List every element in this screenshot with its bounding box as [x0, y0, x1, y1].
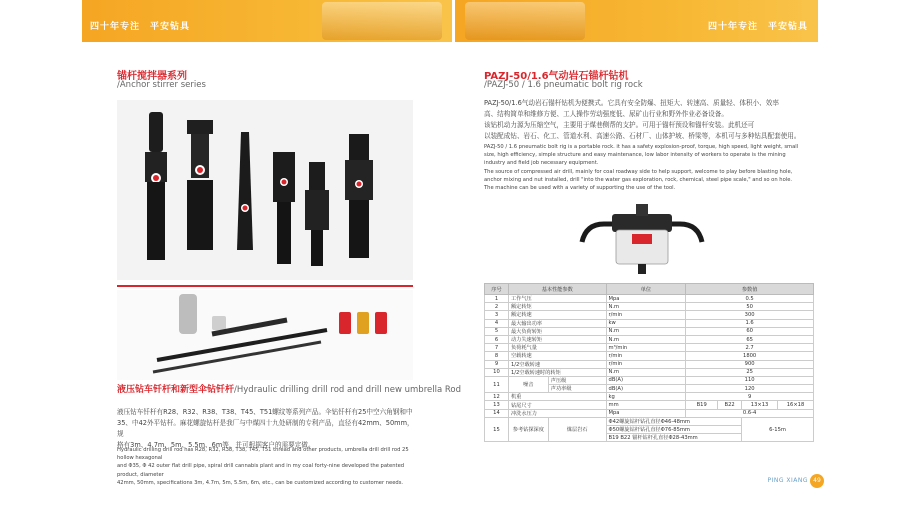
stirrer-6 — [345, 134, 373, 258]
table-row — [485, 335, 814, 343]
cell-unit: dB(A) — [606, 385, 686, 393]
left-handle — [582, 224, 612, 242]
cell-param: 钻尾尺寸 — [508, 401, 606, 409]
section1-title-en: /Anchor stirrer series — [117, 80, 206, 90]
footer-brand: PING XIANG — [767, 477, 808, 484]
cell-value: 16×18 — [778, 401, 814, 409]
product-body-en-line: size, high efficiency, simple structure and easy maintenance, low labor intensity of workers to operate is the mining — [484, 152, 786, 159]
stirrer-4 — [273, 152, 295, 264]
cell-value: 900 — [686, 360, 814, 368]
cell-value: 300 — [686, 311, 814, 319]
header-slogan-right: 四十年专注 平安钻具 — [707, 22, 808, 32]
cell-no: 4 — [485, 319, 509, 327]
table-row — [485, 327, 814, 335]
cell-unit: r/min — [606, 352, 686, 360]
product-body-cn-line: PAZJ-50/1.6气动岩石锚杆钻机为便携式。它具有安全防爆、扭矩大、转速高、质量轻、体积小、效率 — [484, 99, 779, 107]
product-body-cn-line: 该钻机动力源为压缩空气，主要用于煤巷侧帮的支护。可用于锚杆预设和锚杆安装。此机还可 — [484, 121, 755, 129]
cell-depth-line: Φ50螺旋钻杆钻孔直径Φ76-85mm — [606, 426, 742, 434]
cell-param: 冲洗水压力 — [508, 409, 606, 417]
header-machine-image — [322, 2, 442, 40]
table-row — [485, 393, 814, 401]
cell-subparam: 声功率级 — [548, 385, 606, 393]
spec-table — [484, 283, 814, 442]
cell-value: 65 — [686, 335, 814, 343]
table-header-row — [485, 284, 814, 295]
cell-value: 6-15m — [742, 417, 814, 442]
table-row — [485, 409, 814, 417]
product-body-cn — [484, 98, 814, 142]
drill-bit-red-1 — [339, 312, 351, 334]
cell-no: 9 — [485, 360, 509, 368]
cell-param: 动力失速转矩 — [508, 335, 606, 343]
cell-unit: N.m — [606, 303, 686, 311]
cell-depth-line: Φ42螺旋钻杆钻孔直径Φ46-48mm — [606, 417, 742, 425]
cell-value: 1.6 — [686, 319, 814, 327]
section2-body-cn — [117, 407, 417, 451]
cell-unit: Mpa — [606, 295, 686, 303]
page-number: 49 — [810, 474, 824, 488]
cell-no: 11 — [485, 376, 509, 392]
section2-title-en: /Hydraulic drilling drill rod and drill new umbrella Rod — [234, 385, 461, 395]
section2-body-en-line: 42mm, 50mm, specifications 3m, 4.7m, 5m, 5.5m, 6m, etc., can be customized according to customer needs. — [117, 479, 404, 486]
cell-param: 额定转速 — [508, 311, 606, 319]
cell-unit: r/min — [606, 360, 686, 368]
cell-unit: N.m — [606, 335, 686, 343]
cell-param: 机重 — [508, 393, 606, 401]
table-row — [485, 344, 814, 352]
section2-title-cn — [117, 382, 461, 395]
cell-param: 空载转速 — [508, 352, 606, 360]
product-body-en-line: PAZJ-50 / 1.6 pneumatic bolt rig is a portable rock. it has a safety explosion-proof, torque, high speed, light weight, small — [484, 144, 799, 150]
cell-value: 25 — [686, 368, 814, 376]
stirrer-1 — [145, 112, 167, 260]
table-row-depth — [485, 417, 814, 425]
cell-param: 参考钻探深度 — [508, 417, 548, 442]
cell-param: 最大输出功率 — [508, 319, 606, 327]
cell-unit: mm — [606, 401, 686, 409]
section2-title-cn-text: 液压钻车钎杆和新型伞钻钎杆 — [117, 385, 235, 395]
section2-body-en — [117, 446, 417, 487]
cell-no: 8 — [485, 352, 509, 360]
cell-param: 负荷耗气量 — [508, 344, 606, 352]
cell-value: 9 — [686, 393, 814, 401]
section-divider — [117, 285, 413, 287]
header-slogan-left: 四十年专注 平安钻具 — [90, 22, 191, 32]
cell-no: 6 — [485, 335, 509, 343]
table-row-noise — [485, 376, 814, 384]
cell-subparam: 声压级 — [548, 376, 606, 384]
cell-param: 1/2空载转速时的转矩 — [508, 368, 606, 376]
cell-no: 3 — [485, 311, 509, 319]
cell-value: 110 — [686, 376, 814, 384]
product-body-en-line: industry and field job necessary equipment. — [484, 160, 599, 167]
header-banner-right — [455, 0, 818, 42]
cell-value: 50 — [686, 303, 814, 311]
rig-base — [638, 264, 646, 274]
section2-body-cn-line: 液压钻车钎杆有R28、R32、R38、T38、T45、T51螺纹等系列产品。伞钻钎杆有25中空六角钢和中 — [117, 408, 413, 416]
product-title-en: /PAZJ-50 / 1.6 pneumatic bolt rig rock — [484, 80, 643, 90]
drill-bit-silver — [179, 294, 197, 334]
col-header-no: 序号 — [485, 284, 509, 295]
cell-unit: Mpa — [606, 409, 686, 417]
product-body-cn-line: 以装配成钻、岩石、化工、管道水利、高速公路、石材厂、山体护坡、桥梁等，本机可与多种钻具配套使用。 — [484, 132, 801, 140]
stirrer-2 — [187, 120, 213, 250]
cell-no: 5 — [485, 327, 509, 335]
table-row — [485, 360, 814, 368]
table-row — [485, 368, 814, 376]
cell-unit: m³/min — [606, 344, 686, 352]
cell-no: 12 — [485, 393, 509, 401]
col-header-value: 参数值 — [686, 284, 814, 295]
section1-title-cn: 锚杆搅拌器系列 — [117, 71, 187, 82]
cell-value: 60 — [686, 327, 814, 335]
cell-unit: N.m — [606, 327, 686, 335]
product-body-cn-line: 高、结构简单和维修方便、工人操作劳动强度低、尿矿山行业和野外作业必备设备。 — [484, 110, 728, 118]
header-banner-left — [82, 0, 452, 42]
cell-unit: dB(A) — [606, 376, 686, 384]
drill-rods-photo — [117, 290, 413, 380]
cell-unit: kw — [606, 319, 686, 327]
rig-chuck — [636, 204, 648, 216]
product-body-en — [484, 143, 814, 192]
cell-value: B19 — [686, 401, 718, 409]
table-row — [485, 319, 814, 327]
cell-value: 0.6-4 — [686, 409, 814, 417]
cell-param: 工作气压 — [508, 295, 606, 303]
cell-no: 1 — [485, 295, 509, 303]
cell-unit: r/min — [606, 311, 686, 319]
cell-unit: N.m — [606, 368, 686, 376]
product-title-cn: PAZJ-50/1.6气动岩石锚杆钻机 — [484, 71, 629, 82]
cell-unit: kg — [606, 393, 686, 401]
anchor-stirrer-illustration — [117, 100, 413, 280]
cell-value: 2.7 — [686, 344, 814, 352]
drill-bit-yellow — [357, 312, 369, 334]
section2-body-cn-line: 35、中42外平钻杆。麻花螺旋钻杆是我厂与中煤四十九处研制的专利产品，直径有42mm、50mm，规 — [117, 419, 414, 438]
table-row-shank — [485, 401, 814, 409]
cell-param: 最大负荷转矩 — [508, 327, 606, 335]
cell-param: 额定转矩 — [508, 303, 606, 311]
table-row — [485, 311, 814, 319]
section2-body-en-line: and Φ35, Φ 42 outer flat drill pipe, spiral drill cannabis plant and in my coal forty-nine developed the patented product, diameter — [117, 463, 405, 478]
rig-label — [632, 234, 652, 244]
anchor-stirrer-photo — [117, 100, 413, 280]
product-body-en-line: anchor mixing and nut installed, drill "into the water gas exploration, rock, chemical, steel pipe scale," and so on hole. — [484, 176, 793, 183]
cell-value: 1800 — [686, 352, 814, 360]
right-handle — [672, 224, 702, 242]
col-header-param: 基本性能参数 — [508, 284, 606, 295]
table-row — [485, 352, 814, 360]
product-body-en-line: The machine can be used with a variety of supporting the use of the tool. — [484, 185, 676, 192]
section2-body-en-line: Hydraulic drilling drill rod has R28, R32, R38, T38, T45, T51 thread and other products, umbrella drill drill rod 25 hollow hexagonal — [117, 447, 409, 462]
cell-no: 2 — [485, 303, 509, 311]
cell-subparam: 煤层岩石 — [548, 417, 606, 442]
drill-rods-illustration — [117, 290, 413, 380]
cell-param: 噪音 — [508, 376, 548, 392]
stirrer-3 — [237, 132, 253, 250]
cell-no: 14 — [485, 409, 509, 417]
cell-no: 13 — [485, 401, 509, 409]
col-header-unit: 单位 — [606, 284, 686, 295]
cell-depth-line: B19 B22 锚杆钻杆孔直径Φ28-43mm — [606, 434, 742, 442]
cell-no: 15 — [485, 417, 509, 442]
table-row — [485, 303, 814, 311]
cell-value: 13×13 — [742, 401, 778, 409]
cell-value: 0.5 — [686, 295, 814, 303]
cell-value: B22 — [718, 401, 742, 409]
cell-param: 1/2空载转速 — [508, 360, 606, 368]
drill-rig-photo — [572, 194, 712, 276]
product-body-en-line: The source of compressed air drill, mainly for coal roadway side to help support, welcome to play before blasting hole, — [484, 168, 793, 175]
stirrer-5 — [305, 162, 329, 266]
table-row — [485, 295, 814, 303]
drill-bit-red-2 — [375, 312, 387, 334]
cell-no: 7 — [485, 344, 509, 352]
cell-value: 120 — [686, 385, 814, 393]
cell-no: 10 — [485, 368, 509, 376]
rig-body-top — [612, 214, 672, 232]
section2-body-cn-line: 格有3m、4.7m、5m、5.5m、6m等，并可根据客户的需要定做。 — [117, 441, 315, 449]
coupling — [212, 316, 226, 330]
header-machine-image — [465, 2, 585, 40]
